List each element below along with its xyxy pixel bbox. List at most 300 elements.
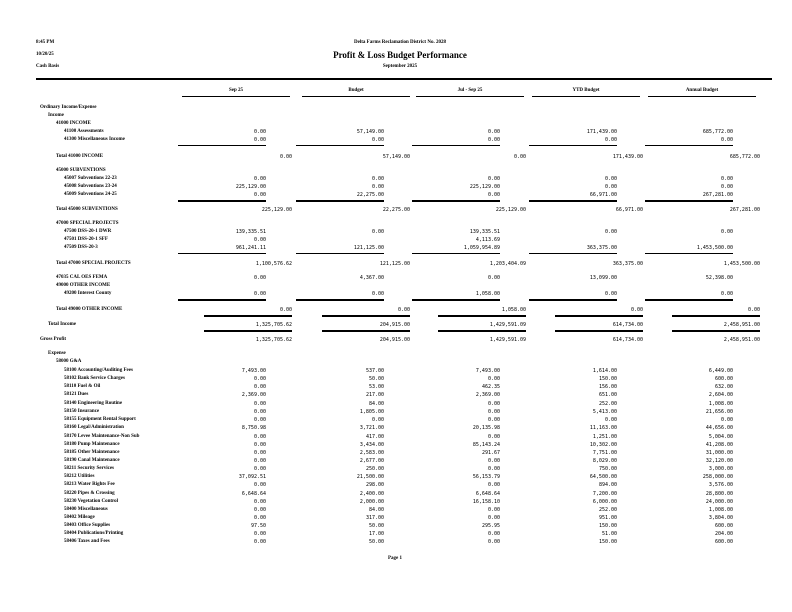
table-row bbox=[0, 112, 792, 120]
cell-value: 0.00 bbox=[513, 154, 526, 160]
cell-value: 0.00 bbox=[487, 401, 500, 407]
cell-value: 0.00 bbox=[604, 417, 617, 423]
cell-value: 1,058.00 bbox=[501, 307, 526, 313]
row-label: Income bbox=[48, 113, 64, 118]
cell-value: 13,099.00 bbox=[589, 275, 617, 281]
cell-value: 156.00 bbox=[598, 384, 617, 390]
row-label: 45009 Subventions 24-25 bbox=[64, 192, 117, 197]
table-row bbox=[0, 391, 792, 399]
cell-value: 3,721.00 bbox=[359, 425, 384, 431]
row-label: Gross Profit bbox=[40, 337, 67, 342]
row-label: 58213 Water Rights Fee bbox=[64, 482, 115, 487]
row-label: 58406 Taxes and Fees bbox=[64, 539, 110, 544]
underline-rule bbox=[529, 299, 617, 301]
underline-rule bbox=[412, 145, 500, 146]
cell-value: 685,772.00 bbox=[729, 154, 760, 160]
underline-rule bbox=[412, 299, 500, 301]
cell-value: 1,008.00 bbox=[708, 401, 733, 407]
row-label: Total 41000 INCOME bbox=[56, 154, 104, 159]
cell-value: 225,129.00 bbox=[261, 207, 292, 213]
underline-rule bbox=[296, 299, 384, 301]
column-header-rule bbox=[648, 96, 756, 97]
cell-value: 462.35 bbox=[481, 384, 500, 390]
underline-rule bbox=[438, 330, 526, 332]
cell-value: 204.00 bbox=[714, 531, 733, 537]
table-row bbox=[0, 449, 792, 457]
underline-rule bbox=[322, 315, 410, 317]
underline-rule bbox=[645, 253, 733, 254]
underline-rule bbox=[178, 253, 266, 254]
underline-rule bbox=[296, 200, 384, 202]
row-label: 47035 CAL OES FEMA bbox=[56, 275, 108, 280]
table-row bbox=[0, 433, 792, 441]
row-label: 58140 Engineering Routine bbox=[64, 401, 123, 406]
cell-value: 22,275.00 bbox=[356, 192, 384, 198]
cell-value: 44,656.00 bbox=[705, 425, 733, 431]
row-label: 58180 Pump Maintenance bbox=[64, 442, 120, 447]
cell-value: 171,439.00 bbox=[586, 129, 617, 135]
cell-value: 0.00 bbox=[487, 192, 500, 198]
cell-value: 0.00 bbox=[747, 307, 760, 313]
cell-value: 6,449.00 bbox=[708, 368, 733, 374]
underline-rule bbox=[178, 299, 266, 301]
table-row bbox=[0, 441, 792, 449]
cell-value: 1,453,500.00 bbox=[696, 245, 733, 251]
row-label: 47000 SPECIAL PROJECTS bbox=[56, 221, 119, 226]
table-row bbox=[0, 408, 792, 416]
row-label: Total Income bbox=[48, 322, 77, 327]
row-label: Total 47000 SPECIAL PROJECTS bbox=[56, 261, 131, 266]
cell-value: 600.00 bbox=[714, 376, 733, 382]
cell-value: 1,614.00 bbox=[592, 368, 617, 374]
cell-value: 0.00 bbox=[604, 176, 617, 182]
cell-value: 121,125.00 bbox=[353, 245, 384, 251]
header-rule bbox=[36, 78, 772, 80]
cell-value: 225,129.00 bbox=[469, 184, 500, 190]
row-label: 47501 DSS-20-1 SFF bbox=[64, 237, 108, 242]
table-row bbox=[0, 530, 792, 538]
cell-value: 20,135.98 bbox=[472, 425, 500, 431]
cell-value: 0.00 bbox=[630, 307, 643, 313]
cell-value: 0.00 bbox=[253, 129, 266, 135]
cell-value: 0.00 bbox=[487, 275, 500, 281]
table-row bbox=[0, 136, 792, 144]
cell-value: 139,335.51 bbox=[235, 229, 266, 235]
cell-value: 5,004.00 bbox=[708, 434, 733, 440]
row-label: 58185 Other Maintenance bbox=[64, 450, 120, 455]
cell-value: 51.00 bbox=[601, 531, 617, 537]
row-label: 58211 Security Services bbox=[64, 466, 114, 471]
cell-value: 0.00 bbox=[253, 417, 266, 423]
row-label: 58220 Pipes & Crossing bbox=[64, 491, 115, 496]
cell-value: 1,251.00 bbox=[592, 434, 617, 440]
row-label: 41000 INCOME bbox=[56, 121, 91, 126]
row-label: 49200 Interest County bbox=[64, 291, 112, 296]
row-label: 49000 OTHER INCOME bbox=[56, 283, 111, 288]
row-label: 58150 Insurance bbox=[64, 409, 100, 414]
cell-value: 298.00 bbox=[365, 482, 384, 488]
table-row bbox=[0, 457, 792, 465]
underline-rule bbox=[555, 330, 643, 332]
cell-value: 7,493.00 bbox=[241, 368, 266, 374]
cell-value: 0.00 bbox=[371, 417, 384, 423]
table-row bbox=[0, 538, 792, 546]
table-row bbox=[0, 236, 792, 244]
cell-value: 0.00 bbox=[720, 229, 733, 235]
total-row bbox=[0, 321, 792, 329]
cell-value: 0.00 bbox=[253, 176, 266, 182]
cell-value: 0.00 bbox=[371, 176, 384, 182]
cell-value: 0.00 bbox=[253, 434, 266, 440]
cell-value: 6,648.64 bbox=[241, 491, 266, 497]
cell-value: 22,275.00 bbox=[382, 207, 410, 213]
cell-value: 52,398.00 bbox=[705, 275, 733, 281]
cell-value: 0.00 bbox=[253, 409, 266, 415]
underline-rule bbox=[555, 315, 643, 317]
cell-value: 600.00 bbox=[714, 523, 733, 529]
cell-value: 0.00 bbox=[720, 291, 733, 297]
row-label: 58402 Mileage bbox=[64, 515, 95, 520]
cell-value: 21,500.00 bbox=[356, 474, 384, 480]
cell-value: 295.95 bbox=[481, 523, 500, 529]
cell-value: 951.00 bbox=[598, 515, 617, 521]
total-row bbox=[0, 336, 792, 344]
cell-value: 614,734.00 bbox=[612, 322, 643, 328]
cell-value: 7,751.00 bbox=[592, 450, 617, 456]
cell-value: 363,375.00 bbox=[586, 245, 617, 251]
row-label: 41300 Miscellaneous Income bbox=[64, 137, 125, 142]
cell-value: 0.00 bbox=[253, 442, 266, 448]
cell-value: 2,369.00 bbox=[475, 392, 500, 398]
cell-value: 6,648.64 bbox=[475, 491, 500, 497]
cell-value: 16,158.10 bbox=[472, 499, 500, 505]
row-label: 58110 Fuel & Oil bbox=[64, 384, 101, 389]
row-label: 58230 Vegetation Control bbox=[64, 499, 119, 504]
cell-value: 84.00 bbox=[368, 401, 384, 407]
row-label: 47500 DSS-20-1 DWR bbox=[64, 229, 112, 234]
cell-value: 50.00 bbox=[368, 376, 384, 382]
row-label: 58000 G&A bbox=[56, 359, 82, 364]
cell-value: 0.00 bbox=[279, 307, 292, 313]
cell-value: 600.00 bbox=[714, 539, 733, 545]
cell-value: 0.00 bbox=[279, 154, 292, 160]
table-row bbox=[0, 465, 792, 473]
cell-value: 7,200.00 bbox=[592, 491, 617, 497]
cell-value: 2,000.00 bbox=[359, 499, 384, 505]
row-label: Expense bbox=[48, 351, 66, 356]
cell-value: 217.00 bbox=[365, 392, 384, 398]
row-label: 58190 Canal Maintenance bbox=[64, 458, 120, 463]
cell-value: 7,493.00 bbox=[475, 368, 500, 374]
total-row bbox=[0, 260, 792, 268]
cell-value: 0.00 bbox=[487, 434, 500, 440]
row-label: Total 45000 SUBVENTIONS bbox=[56, 207, 118, 212]
cell-value: 317.00 bbox=[365, 515, 384, 521]
cell-value: 0.00 bbox=[487, 129, 500, 135]
cell-value: 0.00 bbox=[253, 539, 266, 545]
cell-value: 3,576.00 bbox=[708, 482, 733, 488]
table-row bbox=[0, 490, 792, 498]
cell-value: 0.00 bbox=[487, 417, 500, 423]
cell-value: 0.00 bbox=[253, 507, 266, 513]
table-row bbox=[0, 244, 792, 252]
cell-value: 417.00 bbox=[365, 434, 384, 440]
cell-value: 0.00 bbox=[253, 458, 266, 464]
row-label: 45007 Subventions 22-23 bbox=[64, 176, 117, 181]
underline-rule bbox=[645, 200, 733, 202]
underline-rule bbox=[672, 330, 760, 332]
row-label: 58170 Levee Maintenance-Non Sub bbox=[64, 434, 140, 439]
row-label: 58155 Equipment Rental Support bbox=[64, 417, 136, 422]
table-row bbox=[0, 375, 792, 383]
cell-value: 150.00 bbox=[598, 376, 617, 382]
report-date: 10/20/25 bbox=[36, 52, 54, 57]
cell-value: 0.00 bbox=[487, 409, 500, 415]
cell-value: 685,772.00 bbox=[702, 129, 733, 135]
cell-value: 31,000.00 bbox=[705, 450, 733, 456]
cell-value: 4,113.69 bbox=[475, 237, 500, 243]
table-row bbox=[0, 383, 792, 391]
column-header-rule bbox=[532, 96, 640, 97]
cell-value: 258,000.00 bbox=[702, 474, 733, 480]
report-time: 8:45 PM bbox=[36, 40, 55, 45]
underline-rule bbox=[178, 145, 266, 146]
cell-value: 2,400.00 bbox=[359, 491, 384, 497]
row-label: 41100 Assessments bbox=[64, 129, 104, 134]
table-row bbox=[0, 220, 792, 228]
column-header: Jul - Sep 25 bbox=[457, 88, 483, 93]
underline-rule bbox=[412, 253, 500, 254]
cell-value: 10,302.00 bbox=[589, 442, 617, 448]
row-label: 58404 Publications/Printing bbox=[64, 531, 124, 536]
cell-value: 2,369.00 bbox=[241, 392, 266, 398]
cell-value: 50.00 bbox=[368, 539, 384, 545]
row-label: 58102 Bank Service Charges bbox=[64, 376, 125, 381]
cell-value: 0.00 bbox=[253, 531, 266, 537]
cell-value: 0.00 bbox=[487, 176, 500, 182]
cell-value: 139,335.51 bbox=[469, 229, 500, 235]
cell-value: 66,971.00 bbox=[589, 192, 617, 198]
cell-value: 0.00 bbox=[720, 417, 733, 423]
cell-value: 0.00 bbox=[487, 458, 500, 464]
cell-value: 0.00 bbox=[253, 450, 266, 456]
cell-value: 1,805.00 bbox=[359, 409, 384, 415]
cell-value: 21,656.00 bbox=[705, 409, 733, 415]
cell-value: 250.00 bbox=[365, 466, 384, 472]
cell-value: 57,149.00 bbox=[382, 154, 410, 160]
cell-value: 0.00 bbox=[253, 275, 266, 281]
cell-value: 0.00 bbox=[720, 176, 733, 182]
cell-value: 0.00 bbox=[253, 376, 266, 382]
cell-value: 1,100,576.62 bbox=[255, 261, 292, 267]
row-label: 45008 Subventions 23-24 bbox=[64, 184, 117, 189]
underline-rule bbox=[438, 315, 526, 317]
underline-rule bbox=[645, 145, 733, 146]
table-row bbox=[0, 290, 792, 298]
cell-value: 0.00 bbox=[371, 184, 384, 190]
row-label: Total 49000 OTHER INCOME bbox=[56, 307, 123, 312]
cell-value: 1,203,404.09 bbox=[489, 261, 526, 267]
row-label: Ordinary Income/Expense bbox=[40, 105, 97, 110]
table-row bbox=[0, 228, 792, 236]
total-row bbox=[0, 153, 792, 161]
cell-value: 17.00 bbox=[368, 531, 384, 537]
cell-value: 1,058.00 bbox=[475, 291, 500, 297]
total-row bbox=[0, 206, 792, 214]
cell-value: 252.00 bbox=[598, 507, 617, 513]
cell-value: 225,129.00 bbox=[495, 207, 526, 213]
cell-value: 150.00 bbox=[598, 523, 617, 529]
cell-value: 1,453,500.00 bbox=[723, 261, 760, 267]
cell-value: 267,281.00 bbox=[729, 207, 760, 213]
underline-rule bbox=[672, 315, 760, 317]
cell-value: 41,208.00 bbox=[705, 442, 733, 448]
underline-rule bbox=[412, 200, 500, 202]
report-basis: Cash Basis bbox=[36, 64, 60, 69]
cell-value: 57,149.00 bbox=[356, 129, 384, 135]
cell-value: 363,375.00 bbox=[612, 261, 643, 267]
table-row bbox=[0, 282, 792, 290]
cell-value: 0.00 bbox=[253, 384, 266, 390]
cell-value: 0.00 bbox=[253, 499, 266, 505]
cell-value: 651.00 bbox=[598, 392, 617, 398]
cell-value: 64,500.00 bbox=[589, 474, 617, 480]
cell-value: 3,434.00 bbox=[359, 442, 384, 448]
cell-value: 0.00 bbox=[720, 184, 733, 190]
cell-value: 2,458,951.00 bbox=[723, 322, 760, 328]
cell-value: 252.00 bbox=[598, 401, 617, 407]
underline-rule bbox=[204, 330, 292, 332]
table-row bbox=[0, 183, 792, 191]
column-header-rule bbox=[182, 96, 290, 97]
underline-rule bbox=[322, 330, 410, 332]
column-header: YTD Budget bbox=[572, 88, 600, 93]
table-row bbox=[0, 473, 792, 481]
column-header: Sep 25 bbox=[228, 88, 244, 93]
cell-value: 0.00 bbox=[253, 515, 266, 521]
cell-value: 0.00 bbox=[604, 229, 617, 235]
cell-value: 24,000.00 bbox=[705, 499, 733, 505]
cell-value: 8,029.00 bbox=[592, 458, 617, 464]
cell-value: 66,971.00 bbox=[615, 207, 643, 213]
cell-value: 2,677.00 bbox=[359, 458, 384, 464]
cell-value: 85,143.24 bbox=[472, 442, 500, 448]
page-number: Page 1 bbox=[387, 556, 403, 561]
cell-value: 961,241.11 bbox=[235, 245, 266, 251]
cell-value: 0.00 bbox=[371, 137, 384, 143]
cell-value: 0.00 bbox=[371, 291, 384, 297]
cell-value: 0.00 bbox=[253, 466, 266, 472]
cell-value: 0.00 bbox=[487, 539, 500, 545]
cell-value: 0.00 bbox=[487, 515, 500, 521]
total-row bbox=[0, 306, 792, 314]
cell-value: 5,413.00 bbox=[592, 409, 617, 415]
cell-value: 4,367.00 bbox=[359, 275, 384, 281]
cell-value: 0.00 bbox=[253, 192, 266, 198]
column-header: Budget bbox=[348, 88, 364, 93]
column-header: Annual Budget bbox=[685, 88, 719, 93]
cell-value: 1,008.00 bbox=[708, 507, 733, 513]
cell-value: 204,915.00 bbox=[379, 322, 410, 328]
table-row bbox=[0, 350, 792, 358]
cell-value: 53.00 bbox=[368, 384, 384, 390]
cell-value: 32,120.00 bbox=[705, 458, 733, 464]
cell-value: 0.00 bbox=[720, 137, 733, 143]
column-header-rule bbox=[302, 96, 410, 97]
column-header-rule bbox=[416, 96, 524, 97]
cell-value: 614,734.00 bbox=[612, 337, 643, 343]
cell-value: 1,429,591.09 bbox=[489, 322, 526, 328]
cell-value: 1,325,705.62 bbox=[255, 337, 292, 343]
row-label: 45000 SUBVENTIONS bbox=[56, 168, 106, 173]
underline-rule bbox=[296, 253, 384, 254]
cell-value: 3,804.00 bbox=[708, 515, 733, 521]
row-label: 58212 Utilities bbox=[64, 474, 95, 479]
cell-value: 537.00 bbox=[365, 368, 384, 374]
report-title: Profit & Loss Budget Performance bbox=[333, 50, 467, 60]
cell-value: 1,325,705.62 bbox=[255, 322, 292, 328]
cell-value: 37,092.51 bbox=[238, 474, 266, 480]
row-label: 58121 Dues bbox=[64, 392, 89, 397]
cell-value: 150.00 bbox=[598, 539, 617, 545]
cell-value: 632.00 bbox=[714, 384, 733, 390]
table-row bbox=[0, 167, 792, 175]
cell-value: 121,125.00 bbox=[379, 261, 410, 267]
table-row bbox=[0, 367, 792, 375]
table-row bbox=[0, 481, 792, 489]
cell-value: 84.00 bbox=[368, 507, 384, 513]
cell-value: 97.50 bbox=[250, 523, 266, 529]
table-row bbox=[0, 522, 792, 530]
cell-value: 267,281.00 bbox=[702, 192, 733, 198]
cell-value: 291.67 bbox=[481, 450, 500, 456]
cell-value: 28,800.00 bbox=[705, 491, 733, 497]
row-label: 47509 DSS-20-3 bbox=[64, 245, 98, 250]
cell-value: 1,059,954.89 bbox=[463, 245, 500, 251]
cell-value: 0.00 bbox=[604, 137, 617, 143]
cell-value: 8,750.98 bbox=[241, 425, 266, 431]
row-label: 58400 Miscellaneous bbox=[64, 507, 108, 512]
cell-value: 0.00 bbox=[604, 184, 617, 190]
cell-value: 0.00 bbox=[253, 291, 266, 297]
cell-value: 894.00 bbox=[598, 482, 617, 488]
underline-rule bbox=[529, 253, 617, 254]
table-row bbox=[0, 358, 792, 366]
cell-value: 204,915.00 bbox=[379, 337, 410, 343]
cell-value: 0.00 bbox=[253, 137, 266, 143]
row-label: 58100 Accounting/Auditing Fees bbox=[64, 368, 133, 373]
report-period: September 2025 bbox=[382, 64, 418, 69]
cell-value: 171,439.00 bbox=[612, 154, 643, 160]
cell-value: 2,604.00 bbox=[708, 392, 733, 398]
cell-value: 56,153.79 bbox=[472, 474, 500, 480]
cell-value: 0.00 bbox=[487, 466, 500, 472]
table-row bbox=[0, 120, 792, 128]
cell-value: 0.00 bbox=[487, 376, 500, 382]
table-row bbox=[0, 191, 792, 199]
table-row bbox=[0, 175, 792, 183]
cell-value: 0.00 bbox=[487, 507, 500, 513]
table-row bbox=[0, 128, 792, 136]
row-label: 58160 Legal/Administration bbox=[64, 425, 124, 430]
underline-rule bbox=[529, 145, 617, 146]
cell-value: 0.00 bbox=[371, 229, 384, 235]
table-row bbox=[0, 416, 792, 424]
underline-rule bbox=[178, 200, 266, 202]
cell-value: 225,129.00 bbox=[235, 184, 266, 190]
underline-rule bbox=[645, 299, 733, 301]
table-row bbox=[0, 274, 792, 282]
